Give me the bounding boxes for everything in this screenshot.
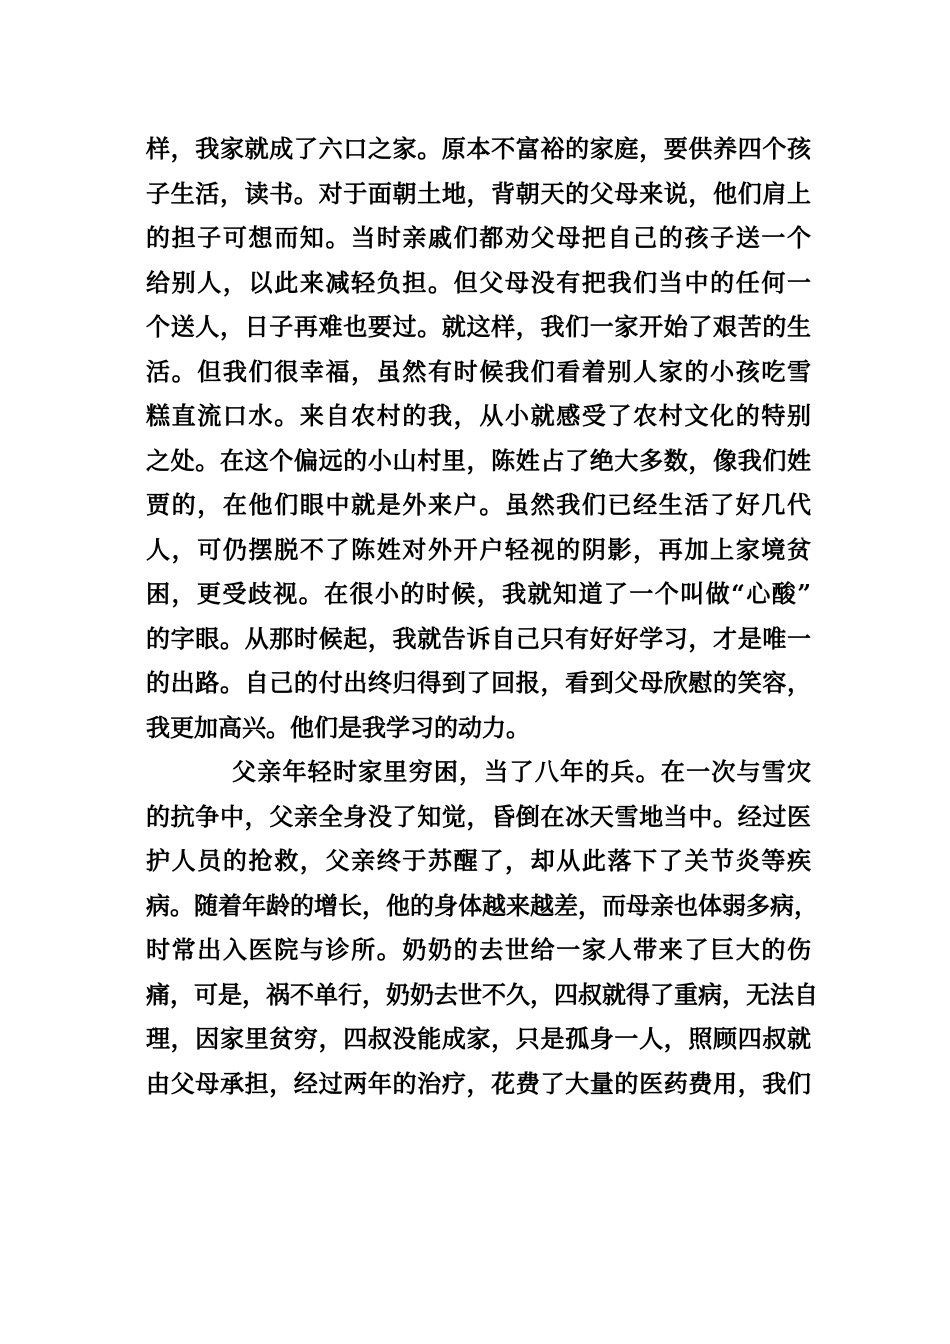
text-line: 之处。在这个偏远的小山村里，陈姓占了绝大多数，像我们姓 (146, 445, 811, 475)
text-line: 的抗争中，父亲全身没了知觉，昏倒在冰天雪地当中。经过医 (146, 801, 811, 831)
text-line: 的字眼。从那时候起，我就告诉自己只有好好学习，才是唯一 (146, 623, 811, 653)
text-line: 贾的，在他们眼中就是外来户。虽然我们已经生活了好几代 (146, 490, 811, 519)
text-line: 活。但我们很幸福，虽然有时候我们看着别人家的小孩吃雪 (146, 356, 811, 386)
text-line: 我更加高兴。他们是我学习的动力。 (146, 712, 530, 742)
text-line: 给别人，以此来减轻负担。但父母没有把我们当中的任何一 (146, 267, 811, 297)
body-text (146, 127, 818, 1106)
text-line: 人，可仍摆脱不了陈姓对外开户轻视的阴影，再加上家境贫 (146, 534, 811, 564)
text-line: 的出路。自己的付出终归得到了回报，看到父母欣慰的笑容， (146, 668, 811, 697)
text-line: 样，我家就成了六口之家。原本不富裕的家庭，要供养四个孩 (146, 134, 811, 163)
text-line: 个送人，日子再难也要过。就这样，我们一家开始了艰苦的生 (146, 312, 811, 341)
text-line: 痛，可是，祸不单行，奶奶去世不久，四叔就得了重病，无法自 (146, 979, 818, 1009)
text-line: 困，更受歧视。在很小的时候，我就知道了一个叫做“心酸” (146, 579, 811, 608)
text-line: 理，因家里贫穷，四叔没能成家，只是孤身一人，照顾四叔就 (146, 1024, 811, 1053)
text-line: 由父母承担，经过两年的治疗，花费了大量的医药费用，我们 (146, 1068, 811, 1098)
text-line: 的担子可想而知。当时亲戚们都劝父母把自己的孩子送一个 (146, 223, 811, 252)
paragraph (146, 127, 811, 750)
paragraph (146, 750, 818, 1106)
text-line: 病。随着年龄的增长，他的身体越来越差，而母亲也体弱多病， (146, 890, 818, 920)
text-line: 护人员的抢救，父亲终于苏醒了，却从此落下了关节炎等疾 (146, 846, 811, 875)
text-line: 糕直流口水。来自农村的我，从小就感受了农村文化的特别 (146, 401, 811, 430)
text-line: 子生活，读书。对于面朝土地，背朝天的父母来说，他们肩上 (146, 178, 811, 208)
text-line: 父亲年轻时家里穷困，当了八年的兵。在一次与雪灾 (232, 757, 811, 786)
text-line: 时常出入医院与诊所。奶奶的去世给一家人带来了巨大的伤 (146, 935, 811, 964)
